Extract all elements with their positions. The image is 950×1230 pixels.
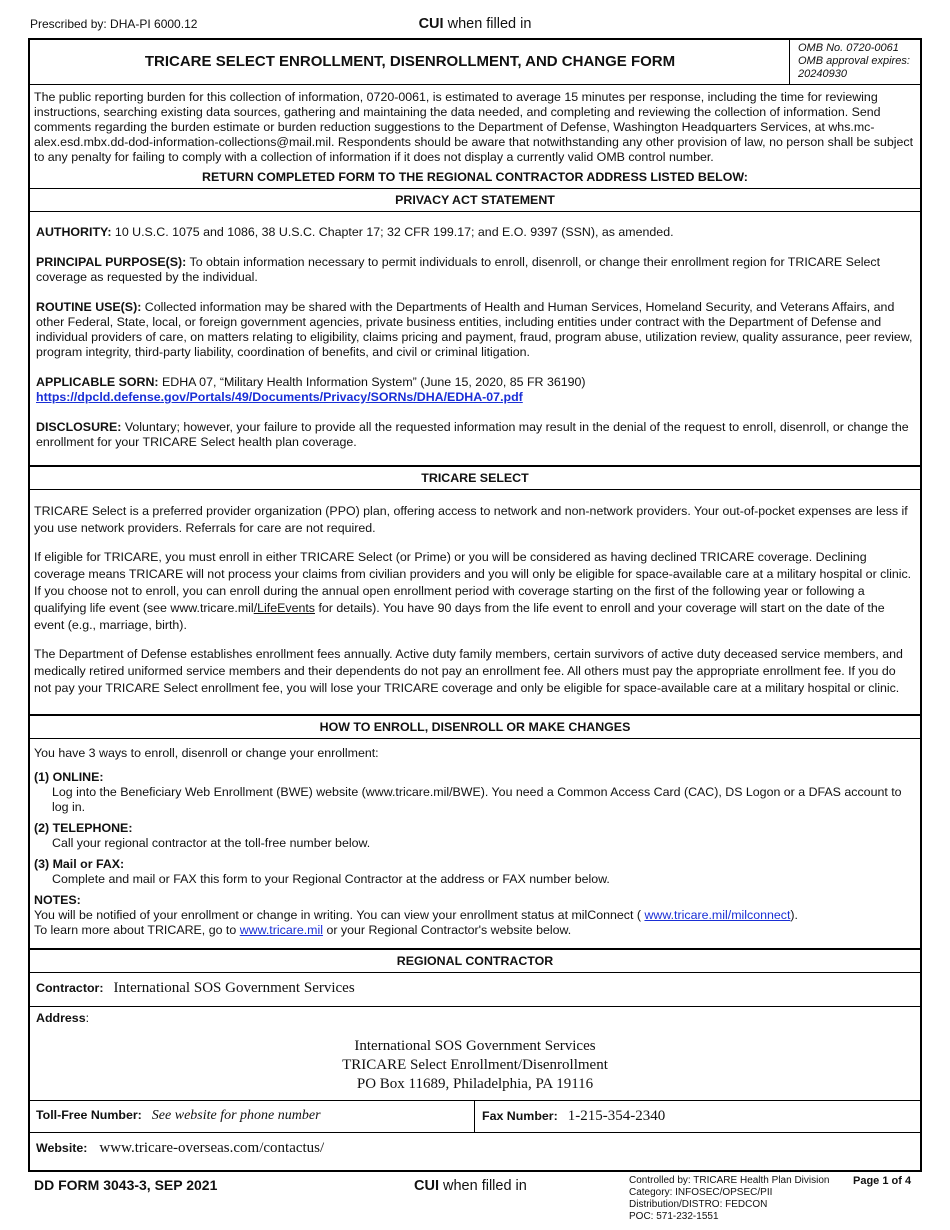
fax-label: Fax Number: bbox=[482, 1109, 558, 1123]
cui-marking-top bbox=[30, 16, 920, 32]
select-heading: TRICARE SELECT bbox=[30, 465, 920, 490]
form-title: TRICARE SELECT ENROLLMENT, DISENROLLMENT, AND CHANGE FORM bbox=[144, 53, 676, 70]
page-footer bbox=[0, 1175, 950, 1230]
notes-label: NOTES: bbox=[34, 893, 81, 907]
phone-fax-row bbox=[30, 1101, 920, 1133]
note-1-a: You will be notified of your enrollment or change in writing. You can view your enrollment status at milConnect ( bbox=[34, 908, 645, 922]
howto-section bbox=[30, 739, 920, 948]
form-body bbox=[28, 38, 922, 1172]
website-value[interactable]: www.tricare-overseas.com/contactus/ bbox=[99, 1140, 325, 1156]
address-line-1: International SOS Government Services bbox=[354, 1038, 596, 1054]
select-para-3: The Department of Defense establishes enrollment fees annually. Active duty family members, certain survivors of active duty deceased service members, and medically retired uniformed service members and their dependents do not pay an enrollment fee. All others must pay the appropriate enrollment fee. If you do not pay your TRICARE Select enrollment fee, you will lose your TRICARE coverage and only be eligible for space-available care at a military hospital or clinic. bbox=[34, 647, 903, 695]
page-number: Page 1 of 4 bbox=[853, 1175, 912, 1187]
note-1-b: ). bbox=[790, 908, 798, 922]
select-para-2-b: for details). You have 90 days from the life event to enroll and your coverage will start on the date of the event (e.g., marriage, birth). bbox=[34, 601, 885, 632]
tricare-link[interactable]: www.tricare.mil bbox=[239, 923, 324, 937]
purpose-text: To obtain information necessary to permit individuals to enroll, disenroll, or change their enrollment region for TRICARE Select coverage as requested by the individual. bbox=[36, 255, 881, 284]
way-label: (3) Mail or FAX: bbox=[34, 857, 125, 871]
address-label: Address bbox=[36, 1011, 86, 1025]
way-text: Log into the Beneficiary Web Enrollment (BWE) website (www.tricare.mil/BWE). You need a Common Access Card (CAC), DS Logon or a DFAS account to log in. bbox=[52, 785, 902, 814]
disclosure-label: DISCLOSURE: bbox=[36, 420, 122, 434]
cui-marking-bottom bbox=[414, 1178, 527, 1194]
way-online bbox=[34, 770, 916, 815]
tollfree-cell bbox=[30, 1101, 475, 1132]
routine-text: Collected information may be shared with the Departments of Health and Human Services, Homeland Security, and Veterans Affairs, and other Federal, State, local, or foreign government agencies, private business entities, including entities under contract with the Department of Defense and individual providers of care, on matters relating to eligibility, claims pricing and payment, fraud, program abuse, utilization review, quality assurance, peer review, program integrity, third-party liability, coordination of benefits, and civil or criminal litigation. bbox=[36, 300, 913, 359]
burden-statement: The public reporting burden for this collection of information, 0720-0061, is estimated to average 15 minutes per response, including the time for reviewing instructions, searching existing data sources, gathering and maintaining the data needed, and completing and reviewing the collection of information. Send comments regarding the burden estimate or burden reduction suggestions to the Department of Defense, Washington Headquarters Services, at whs.mc-alex.esd.mbx.dd-dod-information-collections@mail.mil. Respondents should be aware that notwithstanding any other provision of law, no person shall be subject to any penalty for failing to comply with a collection of information if it does not display a currently valid OMB control number. bbox=[34, 90, 914, 164]
disclosure-paragraph bbox=[36, 420, 914, 450]
contractor-row bbox=[30, 973, 920, 1007]
sorn-paragraph bbox=[36, 375, 914, 405]
address-row bbox=[30, 1007, 920, 1101]
authority-paragraph bbox=[36, 225, 914, 240]
title-bar bbox=[30, 40, 920, 85]
way-mail-fax bbox=[34, 857, 916, 887]
notes bbox=[34, 893, 916, 938]
tollfree-label: Toll-Free Number: bbox=[36, 1108, 142, 1122]
note-2-b: or your Regional Contractor's website below. bbox=[323, 923, 572, 937]
sorn-text: EDHA 07, “Military Health Information System” (June 15, 2020, 85 FR 36190) bbox=[158, 375, 586, 389]
howto-heading: HOW TO ENROLL, DISENROLL OR MAKE CHANGES bbox=[30, 714, 920, 739]
privacy-heading: PRIVACY ACT STATEMENT bbox=[30, 189, 920, 212]
way-label: (1) ONLINE: bbox=[34, 770, 104, 784]
regional-heading: REGIONAL CONTRACTOR bbox=[30, 948, 920, 973]
contractor-label: Contractor: bbox=[36, 981, 104, 995]
distribution: Distribution/DISTRO: FEDCON bbox=[629, 1199, 768, 1210]
controlled-by: Controlled by: TRICARE Health Plan Division bbox=[629, 1175, 830, 1186]
omb-number: OMB No. 0720-0061 bbox=[798, 42, 899, 54]
tollfree-value[interactable]: See website for phone number bbox=[151, 1108, 321, 1123]
select-para-1: TRICARE Select is a preferred provider organization (PPO) plan, offering access to network and non-network providers. Your out-of-pocket expenses are less if you use network providers. Referrals for care are not required. bbox=[34, 504, 908, 535]
select-para-2 bbox=[34, 549, 916, 634]
disclosure-text: Voluntary; however, your failure to provide all the requested information may result in the denial of the request to enroll, disenroll, or change the enrollment for your TRICARE Select health plan coverage. bbox=[36, 420, 909, 449]
address-line-2: TRICARE Select Enrollment/Disenrollment bbox=[342, 1057, 608, 1073]
way-text: Call your regional contractor at the toll-free number below. bbox=[52, 836, 371, 850]
cui-strong: CUI bbox=[418, 16, 444, 32]
omb-expires-label: OMB approval expires: bbox=[798, 55, 910, 67]
note-2 bbox=[34, 923, 916, 938]
cui-rest: when filled in bbox=[443, 16, 532, 32]
poc: POC: 571-232-1551 bbox=[629, 1211, 719, 1222]
address-colon: : bbox=[85, 1011, 90, 1025]
note-2-a: To learn more about TRICARE, go to bbox=[34, 923, 240, 937]
website-row bbox=[30, 1133, 920, 1165]
fax-cell bbox=[482, 1101, 665, 1125]
address-line-3: PO Box 11689, Philadelphia, PA 19116 bbox=[356, 1076, 594, 1092]
authority-label: AUTHORITY: bbox=[36, 225, 112, 239]
address-value[interactable] bbox=[36, 1037, 914, 1094]
routine-use-paragraph bbox=[36, 300, 914, 360]
authority-text: 10 U.S.C. 1075 and 1086, 38 U.S.C. Chapter 17; 32 CFR 199.17; and E.O. 9397 (SSN), as amended. bbox=[111, 225, 674, 239]
sorn-label: APPLICABLE SORN: bbox=[36, 375, 159, 389]
select-section bbox=[30, 490, 920, 714]
privacy-section bbox=[30, 212, 920, 465]
form-number: DD FORM 3043-3, SEP 2021 bbox=[34, 1177, 218, 1193]
purpose-paragraph bbox=[36, 255, 914, 285]
cui-strong: CUI bbox=[414, 1178, 439, 1194]
life-events-link[interactable]: /LifeEvents bbox=[253, 601, 315, 615]
milconnect-link[interactable]: www.tricare.mil/milconnect bbox=[644, 908, 791, 922]
website-label: Website: bbox=[36, 1141, 88, 1155]
prescribed-by: Prescribed by: DHA-PI 6000.12 bbox=[30, 17, 198, 31]
sorn-link[interactable]: https://dpcld.defense.gov/Portals/49/Documents/Privacy/SORNs/DHA/EDHA-07.pdf bbox=[36, 390, 523, 404]
fax-value[interactable]: 1-215-354-2340 bbox=[567, 1108, 666, 1124]
category: Category: INFOSEC/OPSEC/PII bbox=[629, 1187, 773, 1198]
return-instruction: RETURN COMPLETED FORM TO THE REGIONAL CONTRACTOR ADDRESS LISTED BELOW: bbox=[30, 168, 920, 189]
way-label: (2) TELEPHONE: bbox=[34, 821, 133, 835]
cui-rest: when filled in bbox=[438, 1178, 527, 1194]
select-para-2-a: If eligible for TRICARE, you must enroll in either TRICARE Select (or Prime) or you will be considered as having declined TRICARE coverage. Declining coverage means TRICARE will not process your claims from civilian providers and you will only be eligible for space-available care at a military hospital or clinic. If you choose not to enroll, you can enroll during the annual open enrollment period with coverage starting on the first of the following year or following a qualifying life event (see www.tricare.mil bbox=[34, 550, 912, 615]
purpose-label: PRINCIPAL PURPOSE(S): bbox=[36, 255, 187, 269]
way-telephone bbox=[34, 821, 916, 851]
control-block bbox=[629, 1175, 829, 1223]
way-text: Complete and mail or FAX this form to your Regional Contractor at the address or FAX number below. bbox=[52, 872, 610, 886]
page-header bbox=[30, 16, 920, 36]
contractor-value[interactable]: International SOS Government Services bbox=[113, 980, 355, 996]
omb-expires-date: 20240930 bbox=[798, 68, 847, 80]
note-1 bbox=[34, 908, 916, 923]
routine-label: ROUTINE USE(S): bbox=[36, 300, 142, 314]
howto-intro: You have 3 ways to enroll, disenroll or change your enrollment: bbox=[34, 746, 379, 760]
omb-box bbox=[789, 40, 920, 84]
